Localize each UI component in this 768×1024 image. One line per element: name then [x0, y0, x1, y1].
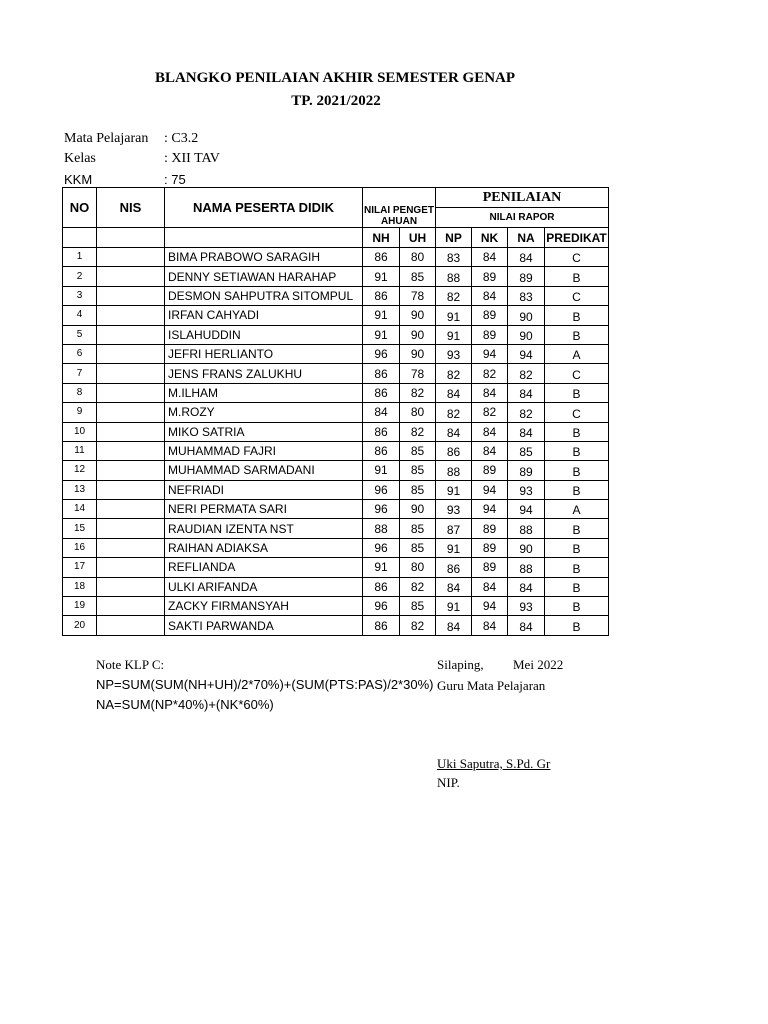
row-uh: 78	[400, 286, 436, 305]
row-predikat: C	[545, 364, 609, 383]
row-nk: 84	[472, 422, 508, 441]
row-np: 91	[436, 538, 472, 557]
row-no: 12	[63, 461, 97, 480]
row-predikat: B	[545, 597, 609, 616]
row-nis	[97, 403, 165, 422]
row-no: 11	[63, 441, 97, 460]
row-nis	[97, 364, 165, 383]
row-name: MUHAMMAD SARMADANI	[165, 461, 363, 480]
table-row	[63, 286, 609, 305]
row-no: 20	[63, 616, 97, 635]
kkm-label: KKM	[64, 172, 93, 187]
row-name: NEFRIADI	[165, 480, 363, 499]
row-no: 7	[63, 364, 97, 383]
row-na: 84	[508, 248, 545, 267]
note-np-formula: NP=SUM(SUM(NH+UH)/2*70%)+(SUM(PTS:PAS)/2*30%)	[96, 677, 434, 692]
row-name: ZACKY FIRMANSYAH	[165, 597, 363, 616]
row-predikat: B	[545, 616, 609, 635]
row-uh: 85	[400, 461, 436, 480]
row-name: ULKI ARIFANDA	[165, 577, 363, 596]
table-row	[63, 461, 609, 480]
row-nh: 96	[363, 480, 400, 499]
col-nis-header: NIS	[97, 188, 165, 228]
row-np: 91	[436, 306, 472, 325]
row-name: ISLAHUDDIN	[165, 325, 363, 344]
row-nh: 96	[363, 500, 400, 519]
school-year: TP. 2021/2022	[291, 93, 381, 109]
row-na: 85	[508, 441, 545, 460]
row-nis	[97, 441, 165, 460]
col-nh-header: NH	[363, 228, 400, 248]
row-predikat: B	[545, 558, 609, 577]
class-label: Kelas	[64, 151, 96, 166]
table-row	[63, 364, 609, 383]
signature-place: Silaping,	[437, 657, 484, 672]
row-np: 86	[436, 558, 472, 577]
table-row	[63, 267, 609, 286]
table-row	[63, 441, 609, 460]
row-no: 10	[63, 422, 97, 441]
row-predikat: B	[545, 480, 609, 499]
row-name: NERI PERMATA SARI	[165, 500, 363, 519]
row-no: 18	[63, 577, 97, 596]
row-nk: 94	[472, 597, 508, 616]
row-predikat: B	[545, 306, 609, 325]
table-row	[63, 480, 609, 499]
row-uh: 82	[400, 577, 436, 596]
table-row	[63, 344, 609, 363]
row-name: M.ROZY	[165, 403, 363, 422]
row-uh: 85	[400, 538, 436, 557]
row-predikat: A	[545, 344, 609, 363]
row-predikat: A	[545, 500, 609, 519]
row-na: 84	[508, 383, 545, 402]
table-row	[63, 248, 609, 267]
col-nk-header: NK	[472, 228, 508, 248]
row-nk: 89	[472, 558, 508, 577]
signature-nip: NIP.	[437, 775, 460, 790]
table-row	[63, 403, 609, 422]
row-na: 82	[508, 364, 545, 383]
row-na: 94	[508, 344, 545, 363]
table-row	[63, 577, 609, 596]
row-np: 84	[436, 616, 472, 635]
row-na: 88	[508, 558, 545, 577]
table-row	[63, 325, 609, 344]
row-name: MUHAMMAD FAJRI	[165, 441, 363, 460]
row-no: 13	[63, 480, 97, 499]
note-na-formula: NA=SUM(NP*40%)+(NK*60%)	[96, 697, 274, 712]
row-nk: 94	[472, 500, 508, 519]
row-na: 94	[508, 500, 545, 519]
row-nis	[97, 538, 165, 557]
row-no: 16	[63, 538, 97, 557]
row-name: DENNY SETIAWAN HARAHAP	[165, 267, 363, 286]
row-nh: 86	[363, 616, 400, 635]
row-nis	[97, 422, 165, 441]
row-uh: 85	[400, 267, 436, 286]
row-na: 84	[508, 422, 545, 441]
row-name: REFLIANDA	[165, 558, 363, 577]
row-na: 89	[508, 461, 545, 480]
row-nis	[97, 519, 165, 538]
row-np: 88	[436, 461, 472, 480]
document-title: BLANGKO PENILAIAN AKHIR SEMESTER GENAP	[154, 70, 516, 86]
row-predikat: B	[545, 577, 609, 596]
row-uh: 85	[400, 441, 436, 460]
row-np: 88	[436, 267, 472, 286]
row-np: 93	[436, 344, 472, 363]
row-uh: 80	[400, 403, 436, 422]
row-na: 93	[508, 597, 545, 616]
table-row	[63, 616, 609, 635]
row-nh: 96	[363, 597, 400, 616]
row-nis	[97, 383, 165, 402]
row-no: 6	[63, 344, 97, 363]
row-np: 84	[436, 422, 472, 441]
row-na: 90	[508, 306, 545, 325]
row-na: 82	[508, 403, 545, 422]
row-no: 8	[63, 383, 97, 402]
row-nh: 86	[363, 364, 400, 383]
row-no: 1	[63, 248, 97, 267]
row-na: 83	[508, 286, 545, 305]
row-nk: 84	[472, 441, 508, 460]
row-no: 5	[63, 325, 97, 344]
col-no-header: NO	[63, 188, 97, 228]
row-np: 91	[436, 480, 472, 499]
row-nh: 88	[363, 519, 400, 538]
row-na: 90	[508, 325, 545, 344]
row-np: 93	[436, 500, 472, 519]
row-nh: 91	[363, 461, 400, 480]
row-predikat: C	[545, 248, 609, 267]
row-nh: 86	[363, 286, 400, 305]
row-np: 91	[436, 597, 472, 616]
row-nk: 84	[472, 286, 508, 305]
row-predikat: C	[545, 403, 609, 422]
row-name: RAUDIAN IZENTA NST	[165, 519, 363, 538]
table-row	[63, 500, 609, 519]
row-np: 87	[436, 519, 472, 538]
group-penilaian-header: PENILAIAN	[436, 188, 609, 208]
row-nh: 91	[363, 267, 400, 286]
row-uh: 90	[400, 306, 436, 325]
row-nh: 86	[363, 383, 400, 402]
row-nk: 89	[472, 519, 508, 538]
row-predikat: B	[545, 441, 609, 460]
row-nk: 94	[472, 480, 508, 499]
row-nk: 89	[472, 325, 508, 344]
row-name: SAKTI PARWANDA	[165, 616, 363, 635]
row-np: 82	[436, 403, 472, 422]
row-no: 3	[63, 286, 97, 305]
row-nk: 84	[472, 577, 508, 596]
row-nk: 82	[472, 364, 508, 383]
row-nh: 86	[363, 422, 400, 441]
row-no: 19	[63, 597, 97, 616]
row-np: 82	[436, 364, 472, 383]
group-pengetahuan-header: NILAI PENGETAHUAN	[363, 188, 436, 228]
row-nis	[97, 306, 165, 325]
row-np: 84	[436, 383, 472, 402]
row-uh: 85	[400, 480, 436, 499]
row-uh: 90	[400, 500, 436, 519]
signature-role: Guru Mata Pelajaran	[437, 678, 546, 693]
row-nis	[97, 597, 165, 616]
row-uh: 82	[400, 422, 436, 441]
row-uh: 80	[400, 248, 436, 267]
row-nh: 91	[363, 306, 400, 325]
row-nk: 84	[472, 616, 508, 635]
row-nis	[97, 577, 165, 596]
grade-table	[62, 187, 609, 636]
row-nis	[97, 558, 165, 577]
row-np: 82	[436, 286, 472, 305]
row-predikat: B	[545, 538, 609, 557]
row-np: 84	[436, 577, 472, 596]
row-nh: 96	[363, 344, 400, 363]
row-nis	[97, 461, 165, 480]
row-nk: 89	[472, 306, 508, 325]
table-row	[63, 597, 609, 616]
subject-label: Mata Pelajaran	[64, 131, 149, 146]
row-uh: 90	[400, 325, 436, 344]
row-uh: 90	[400, 344, 436, 363]
kkm-value: : 75	[164, 172, 186, 187]
row-na: 89	[508, 267, 545, 286]
table-row	[63, 538, 609, 557]
row-predikat: B	[545, 519, 609, 538]
row-uh: 82	[400, 616, 436, 635]
row-nis	[97, 286, 165, 305]
row-nis	[97, 267, 165, 286]
row-name: MIKO SATRIA	[165, 422, 363, 441]
row-np: 83	[436, 248, 472, 267]
row-nk: 82	[472, 403, 508, 422]
row-nk: 94	[472, 344, 508, 363]
row-name: IRFAN CAHYADI	[165, 306, 363, 325]
row-nh: 86	[363, 441, 400, 460]
col-name-header: NAMA PESERTA DIDIK	[165, 188, 363, 228]
col-np-header: NP	[436, 228, 472, 248]
row-na: 88	[508, 519, 545, 538]
row-uh: 85	[400, 597, 436, 616]
row-np: 86	[436, 441, 472, 460]
row-nk: 89	[472, 538, 508, 557]
subject-value: : C3.2	[164, 131, 199, 146]
row-predikat: B	[545, 383, 609, 402]
row-no: 9	[63, 403, 97, 422]
row-predikat: B	[545, 325, 609, 344]
row-uh: 80	[400, 558, 436, 577]
table-row	[63, 422, 609, 441]
row-na: 93	[508, 480, 545, 499]
row-name: JENS FRANS ZALUKHU	[165, 364, 363, 383]
row-nis	[97, 616, 165, 635]
signature-date: Mei 2022	[513, 657, 564, 672]
row-nk: 89	[472, 461, 508, 480]
row-predikat: C	[545, 286, 609, 305]
class-value: : XII TAV	[164, 151, 220, 166]
row-uh: 85	[400, 519, 436, 538]
row-name: RAIHAN ADIAKSA	[165, 538, 363, 557]
row-predikat: B	[545, 267, 609, 286]
row-np: 91	[436, 325, 472, 344]
row-no: 14	[63, 500, 97, 519]
row-nis	[97, 325, 165, 344]
row-name: BIMA PRABOWO SARAGIH	[165, 248, 363, 267]
row-nis	[97, 344, 165, 363]
row-name: JEFRI HERLIANTO	[165, 344, 363, 363]
col-na-header: NA	[508, 228, 545, 248]
row-nis	[97, 500, 165, 519]
row-no: 15	[63, 519, 97, 538]
col-uh-header: UH	[400, 228, 436, 248]
row-predikat: B	[545, 422, 609, 441]
row-nis	[97, 480, 165, 499]
row-name: M.ILHAM	[165, 383, 363, 402]
row-nh: 84	[363, 403, 400, 422]
row-name: DESMON SAHPUTRA SITOMPUL	[165, 286, 363, 305]
table-row	[63, 558, 609, 577]
row-nh: 91	[363, 558, 400, 577]
group-rapor-header: NILAI RAPOR	[436, 208, 609, 228]
row-nh: 86	[363, 248, 400, 267]
row-nk: 84	[472, 383, 508, 402]
row-predikat: B	[545, 461, 609, 480]
row-no: 4	[63, 306, 97, 325]
row-nh: 86	[363, 577, 400, 596]
row-uh: 82	[400, 383, 436, 402]
row-nis	[97, 248, 165, 267]
col-predikat-header: PREDIKAT	[545, 228, 609, 248]
row-na: 84	[508, 616, 545, 635]
table-row	[63, 519, 609, 538]
signature-name: Uki Saputra, S.Pd. Gr	[437, 756, 551, 771]
note-title: Note KLP C:	[96, 657, 165, 672]
row-nh: 91	[363, 325, 400, 344]
table-row	[63, 383, 609, 402]
row-na: 90	[508, 538, 545, 557]
row-nk: 89	[472, 267, 508, 286]
row-nk: 84	[472, 248, 508, 267]
table-row	[63, 306, 609, 325]
row-nh: 96	[363, 538, 400, 557]
row-uh: 78	[400, 364, 436, 383]
row-no: 17	[63, 558, 97, 577]
row-na: 84	[508, 577, 545, 596]
row-no: 2	[63, 267, 97, 286]
